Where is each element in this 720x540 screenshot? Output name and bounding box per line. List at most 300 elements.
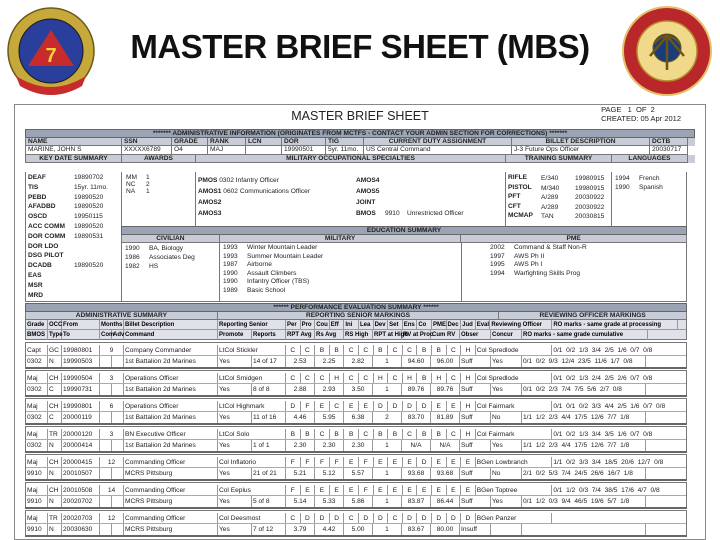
perf-ro-cum: 0/1 0/2 9/3 12/4 23/5 11/6 1/7 0/8: [522, 356, 646, 367]
language-year: 1994: [615, 175, 630, 182]
perf-months: 9: [100, 345, 124, 355]
created-date: 05 Apr 2012: [640, 114, 681, 123]
perf-billet: Commanding Officer: [124, 513, 218, 523]
training-score: M/340: [541, 184, 560, 192]
perf-obser: Suff: [460, 356, 491, 367]
ro-markings-header: REVIEWING OFFICER MARKINGS: [499, 312, 687, 320]
languages-header: LANGUAGES: [612, 155, 688, 163]
training-score: TAN: [541, 213, 554, 221]
perf-mark: E: [301, 485, 316, 495]
page-number: 1: [627, 105, 632, 114]
perf-blank: [112, 412, 124, 423]
perf-col-header: Adv: [113, 332, 125, 338]
military-course: Winter Mountain Leader: [247, 244, 318, 251]
perf-mark: C: [315, 373, 330, 383]
perf-billet: Operations Officer: [124, 401, 218, 411]
perf-type: C: [48, 384, 62, 395]
perf-mark: E: [344, 485, 359, 495]
bmos-label: BMOS: [356, 210, 376, 217]
perf-mark: D: [359, 513, 374, 523]
perf-row-line-1: [26, 485, 686, 496]
perf-obser: Suff: [460, 468, 491, 479]
table-row: [25, 426, 687, 453]
billet-header: BILLET DESCRIPTION: [512, 138, 650, 146]
pme-year: 2002: [490, 244, 505, 251]
training-name: CFT: [508, 202, 521, 210]
perf-rpt-avg: 5.21: [286, 468, 315, 479]
perf-occ: CH: [48, 373, 62, 383]
civilian-year: 1986: [125, 254, 140, 261]
perf-rs-high: 5.57: [344, 468, 373, 479]
language-year: 1990: [615, 184, 630, 191]
perf-rs-high: 5.86: [344, 496, 373, 507]
key-date-label: PEBD: [28, 193, 47, 201]
perf-mark: C: [301, 373, 316, 383]
perf-mark: C: [403, 345, 418, 355]
training-score: A/289: [541, 203, 559, 211]
perf-grade: Maj: [26, 485, 48, 495]
rank-value: MAJ: [208, 146, 246, 155]
civilian-edu-row: [125, 244, 195, 253]
key-date-summary: [25, 172, 122, 302]
perf-promote: Yes: [218, 468, 252, 479]
perf-cum-rv: 81.89: [431, 412, 460, 423]
perf-rpt-high: 1: [373, 468, 402, 479]
perf-mark: E: [344, 401, 359, 411]
sheet-name: MASTER BRIEF SHEET: [291, 109, 429, 123]
perf-rs: Col Deesmost: [218, 513, 286, 523]
training-score: A/289: [541, 194, 559, 202]
military-year: 1989: [223, 286, 238, 294]
perf-mark: C: [388, 373, 403, 383]
pmos-code: 0302: [219, 177, 234, 184]
perf-mark: C: [388, 345, 403, 355]
admin-summary-header: ADMINISTRATIVE SUMMARY: [26, 312, 218, 320]
perf-header-line-2: [26, 330, 686, 340]
slide-title: MASTER BRIEF SHEET (MBS): [130, 28, 590, 65]
perf-col-header: Billet Description: [124, 320, 218, 329]
perf-mark: D: [447, 513, 462, 523]
rank-header: RANK: [208, 138, 246, 146]
perf-col-header: Reports: [252, 330, 286, 340]
perf-rs-avg: 5.95: [315, 412, 344, 423]
perf-from: 19990504: [62, 373, 100, 383]
key-date-label: EAS: [28, 271, 42, 279]
perf-rpt-avg: 2.53: [286, 356, 315, 367]
perf-from: 20010508: [62, 485, 100, 495]
perf-rs-high: 2.30: [344, 440, 373, 451]
perf-months: 6: [100, 401, 124, 411]
perf-rs-avg: 5.33: [315, 496, 344, 507]
perf-reports: 8 of 8: [252, 384, 286, 395]
key-date-label: DOR LDO: [28, 242, 59, 250]
perf-mark: D: [403, 513, 418, 523]
perf-blank: [100, 496, 112, 507]
perf-col-header: RV at Proc: [403, 332, 434, 338]
perf-ro: Col Spredlode: [476, 345, 553, 355]
perf-mark: D: [417, 401, 432, 411]
perf-from: 20000415: [62, 457, 100, 467]
perf-type: N: [48, 356, 62, 367]
performance-section-row: [25, 312, 687, 320]
amos1-desc: Communications Officer: [239, 188, 311, 195]
perf-command: MCRS Pittsburg: [124, 496, 218, 507]
perf-row-line-1: [26, 373, 686, 384]
key-date-label: ACC COMM: [28, 222, 65, 230]
perf-to: 20000119: [62, 412, 100, 423]
perf-mark: E: [432, 485, 447, 495]
perf-mark: F: [301, 401, 316, 411]
perf-type: C: [48, 412, 62, 423]
key-date-label: OSCD: [28, 213, 48, 221]
perf-bmos: 9910: [26, 496, 48, 507]
perf-bmos: 0302: [26, 356, 48, 367]
training-date: 19980915: [575, 184, 605, 192]
pme-course: AWS Ph II: [514, 252, 545, 260]
perf-ro: Col Fairmark: [476, 401, 553, 411]
perf-mark: C: [286, 373, 301, 383]
perf-blank: [112, 356, 124, 367]
amos1-code: 0602: [223, 188, 238, 195]
perf-obser: Suff: [460, 384, 491, 395]
perf-rv-proc: 93.68: [402, 468, 431, 479]
perf-mark: C: [315, 429, 330, 439]
perf-blank: [100, 440, 112, 451]
perf-type: N: [48, 440, 62, 451]
military-edu-row: [223, 253, 323, 262]
perf-obser: Suff: [460, 496, 491, 507]
perf-command: 1st Battalion 2d Marines: [124, 440, 218, 451]
perf-mark: H: [330, 373, 345, 383]
amos4-label: AMOS4: [356, 177, 380, 184]
perf-billet: Company Commander: [124, 345, 218, 355]
perf-mark: H: [374, 373, 389, 383]
key-date-label: DSG PILOT: [28, 252, 64, 260]
languages-summary: [611, 172, 687, 227]
perf-mark: E: [461, 485, 476, 495]
perf-months: 12: [100, 513, 124, 523]
perf-promote: Yes: [218, 440, 252, 451]
perf-concur: Yes: [491, 440, 522, 451]
perf-rv-proc: 89.76: [402, 384, 431, 395]
perf-row-line-2: [26, 412, 686, 423]
military-course: Infantry Officer (TBS): [247, 278, 310, 286]
perf-mark: B: [286, 429, 301, 439]
perf-mark: D: [374, 401, 389, 411]
military-edu-row: [223, 287, 323, 296]
perf-reports: 7 of 12: [252, 524, 286, 535]
civilian-year: 1990: [125, 245, 140, 252]
military-edu-row: [223, 261, 323, 270]
perf-col-header: Lea: [359, 320, 374, 329]
performance-column-headers: [25, 320, 687, 340]
perf-rs: Col Eeplus: [218, 485, 286, 495]
perf-mark: C: [403, 429, 418, 439]
perf-rs-avg: 5.12: [315, 468, 344, 479]
perf-mark: D: [403, 401, 418, 411]
perf-ro-cum: 1/1 1/2 2/3 4/4 17/5 12/6 7/7 1/8: [522, 412, 646, 423]
key-date-label: MRD: [28, 291, 44, 299]
perf-mark: C: [330, 401, 345, 411]
perf-grade: Maj: [26, 373, 48, 383]
perf-ro-marks: 0/1 0/2 1/3 3/4 3/5 1/6 0/7 0/8: [553, 431, 653, 438]
perf-mark: E: [432, 457, 447, 467]
perf-blank: [112, 524, 124, 535]
key-date-value: 19950115: [74, 213, 103, 221]
perf-concur: Yes: [491, 384, 522, 395]
perf-mark: B: [432, 345, 447, 355]
perf-col-header: RO marks - same grade cumulative: [522, 330, 648, 340]
military-course: Summer Mountain Leader: [247, 252, 324, 260]
page-label: PAGE: [601, 105, 622, 114]
award-code: NA: [126, 188, 136, 195]
perf-mark: D: [432, 513, 447, 523]
perf-ro-marks: [552, 513, 676, 523]
perf-concur: Yes: [491, 356, 522, 367]
award-count: 2: [146, 181, 150, 188]
education-bar: EDUCATION SUMMARY: [121, 226, 687, 235]
page-count: 2: [650, 105, 655, 114]
perf-col-header: OCC: [49, 322, 63, 328]
perf-concur: Yes: [491, 496, 522, 507]
perf-col-header: Type: [49, 332, 63, 338]
perf-billet: Commanding Officer: [124, 485, 218, 495]
training-row: [508, 203, 604, 213]
perf-mark: C: [344, 513, 359, 523]
perf-col-header: Rs Avg: [315, 330, 344, 340]
perf-promote: Yes: [218, 356, 252, 367]
perf-blank: [100, 384, 112, 395]
perf-grade: Maj: [26, 513, 48, 523]
perf-cum-rv: 93.68: [431, 468, 460, 479]
perf-rpt-high: 1: [373, 384, 402, 395]
perf-from: 19990801: [62, 401, 100, 411]
pme-year: 1997: [490, 252, 505, 260]
key-date-value: [74, 281, 108, 291]
bmos-code: 9910: [384, 210, 400, 217]
military-year: 1993: [223, 244, 238, 251]
training-date: 20030922: [575, 194, 605, 202]
perf-mark: H: [461, 401, 476, 411]
civilian-header: CIVILIAN: [122, 235, 220, 243]
perf-col-header: Eff: [330, 320, 345, 329]
pme-course: AWS Ph I: [514, 261, 543, 269]
key-date-label: TIS: [28, 183, 39, 191]
perf-mark: C: [359, 429, 374, 439]
training-header: TRAINING SUMMARY: [506, 155, 612, 163]
perf-rs: Col Inflatorio: [218, 457, 286, 467]
pmos-desc: Infantry Officer: [235, 177, 279, 184]
perf-row-line-1: [26, 513, 686, 524]
perf-months: 12: [100, 457, 124, 467]
perf-rs-avg: 2.25: [315, 356, 344, 367]
perf-blank: [100, 524, 112, 535]
perf-grade: Capt: [26, 345, 48, 355]
perf-months: 14: [100, 485, 124, 495]
perf-mark: B: [315, 345, 330, 355]
military-course: Airborne: [247, 261, 272, 269]
perf-mark: D: [374, 513, 389, 523]
key-date-value: 15yr. 11mo.: [74, 183, 108, 191]
perf-col-header: Jud: [461, 320, 476, 329]
pme-education: [461, 243, 687, 302]
perf-mark: F: [286, 457, 301, 467]
military-course: Assault Climbers: [247, 269, 297, 277]
military-edu-row: [223, 278, 323, 287]
perf-col-header: Reviewing Officer: [490, 320, 552, 329]
perf-mark: C: [286, 513, 301, 523]
perf-mark: E: [315, 485, 330, 495]
grade-header: GRADE: [172, 138, 208, 146]
perf-mark: D: [417, 457, 432, 467]
name-header: NAME: [26, 138, 122, 146]
perf-blank: [112, 496, 124, 507]
perf-mark: E: [330, 485, 345, 495]
perf-bmos: 9910: [26, 524, 48, 535]
table-row: [25, 398, 687, 425]
perf-row-line-2: [26, 496, 686, 507]
perf-occ: CH: [48, 485, 62, 495]
perf-mark: E: [315, 401, 330, 411]
perf-ro-marks: 0/1 0/2 1/3 2/4 2/5 2/6 0/7 0/8: [553, 375, 653, 382]
awards-header: AWARDS: [122, 155, 196, 163]
perf-row-line-2: [26, 384, 686, 395]
perf-col-header: Grade: [26, 320, 48, 329]
key-date-value: 19890702: [74, 174, 104, 181]
table-row: [25, 454, 687, 481]
training-score: E/340: [541, 175, 559, 182]
perf-col-header: Pro: [301, 320, 316, 329]
perf-mark: F: [359, 457, 374, 467]
perf-cum-rv: 80.00: [431, 524, 460, 535]
perf-occ: TR: [48, 429, 62, 439]
amos1-label: AMOS1: [198, 188, 222, 195]
perf-rs-high: 3.50: [344, 384, 373, 395]
pme-edu-row: [490, 253, 587, 262]
table-row: [25, 510, 687, 537]
perf-obser: Insuff: [460, 524, 491, 535]
military-education: [219, 243, 462, 302]
civilian-degree: BA, Biology: [149, 245, 184, 252]
perf-col-header: To: [62, 330, 100, 340]
training-name: MCMAP: [508, 212, 533, 220]
perf-cum-rv: N/A: [431, 440, 460, 451]
perf-mark: C: [344, 373, 359, 383]
amos2-label: AMOS2: [198, 199, 222, 206]
svg-text:7: 7: [45, 45, 57, 67]
perf-reports: 11 of 16: [252, 412, 286, 423]
perf-rpt-high: 1: [373, 524, 402, 535]
perf-mark: E: [359, 401, 374, 411]
perf-col-header: Ens: [403, 320, 418, 329]
summary-header-row: [25, 155, 695, 163]
civilian-edu-row: [125, 262, 195, 271]
perf-mark: C: [301, 345, 316, 355]
perf-mark: H: [461, 373, 476, 383]
perf-rs: LtCol Stickler: [218, 345, 286, 355]
ssn-header: SSN: [122, 138, 172, 146]
perf-mark: C: [447, 373, 462, 383]
awards-summary: [121, 172, 196, 227]
perf-mark: E: [447, 401, 462, 411]
perf-rpt-high: 1: [373, 440, 402, 451]
perf-from: 19980801: [62, 345, 100, 355]
perf-mark: E: [461, 457, 476, 467]
perf-ro-marks: 0/1 0/1 0/2 3/3 4/4 2/5 1/6 0/7 0/8: [553, 403, 666, 410]
perf-rs-high: 2.82: [344, 356, 373, 367]
admin-value-row: [25, 146, 695, 155]
perf-blank: [100, 412, 112, 423]
grade-value: O4: [172, 146, 208, 155]
military-year: 1987: [223, 261, 238, 269]
perf-rs-high: 5.00: [344, 524, 373, 535]
perf-col-header: Months: [101, 322, 123, 328]
perf-mark: B: [374, 429, 389, 439]
perf-ro-cum: 0/1 1/2 0/3 9/4 46/5 19/6 5/7 1/8: [522, 496, 646, 507]
language-row: [615, 183, 663, 192]
perf-mark: F: [301, 457, 316, 467]
perf-bmos: 0302: [26, 384, 48, 395]
perf-mark: D: [461, 513, 476, 523]
perf-mark: C: [447, 429, 462, 439]
perf-concur: No: [491, 412, 522, 423]
perf-col-header: Ini: [344, 320, 359, 329]
perf-row-line-1: [26, 457, 686, 468]
name-value: MARINE, JOHN S: [26, 146, 122, 155]
perf-cum-rv: 89.76: [431, 384, 460, 395]
perf-col-header: Concur: [491, 330, 522, 340]
department-seal-icon: [622, 6, 712, 96]
perf-mark: B: [417, 373, 432, 383]
perf-col-header: PME: [432, 322, 446, 328]
perf-grade: Maj: [26, 457, 48, 467]
perf-mark: E: [403, 485, 418, 495]
perf-blank: [100, 356, 112, 367]
key-date-header: KEY DATE SUMMARY: [26, 155, 122, 163]
perf-cum-rv: 86.44: [431, 496, 460, 507]
perf-rs: LtCol Smidgen: [218, 373, 286, 383]
training-row: [508, 174, 604, 184]
perf-rpt-avg: 5.14: [286, 496, 315, 507]
table-row: [25, 370, 687, 397]
perf-rs-avg: 4.42: [315, 524, 344, 535]
perf-col-header: Com: [101, 332, 115, 338]
perf-months: 3: [100, 429, 124, 439]
perf-col-header: RPT Avg: [286, 330, 315, 340]
lcn-header: LCN: [246, 138, 282, 146]
perf-rv-proc: N/A: [402, 440, 431, 451]
perf-mark: B: [330, 345, 345, 355]
perf-col-header: RPT at High: [374, 332, 408, 338]
perf-mark: E: [374, 457, 389, 467]
duty-header: CURRENT DUTY ASSIGNMENT: [364, 138, 512, 146]
perf-row-line-1: [26, 401, 686, 412]
pmos-label: PMOS: [198, 177, 218, 184]
admin-header-row: [25, 138, 695, 146]
dor-value: 19990501: [282, 146, 326, 155]
perf-ro-cum: 2/1 0/2 5/3 7/4 24/5 26/6 16/7 1/8: [522, 468, 646, 479]
performance-rows: [25, 342, 687, 538]
perf-col-header: Eval: [476, 322, 490, 328]
award-code: NC: [126, 181, 136, 188]
key-date-value: 19890520: [74, 262, 104, 270]
language-row: [615, 174, 663, 183]
perf-to: 20010507: [62, 468, 100, 479]
performance-bar: ****** PERFORMANCE EVALUATION SUMMARY ******: [25, 303, 687, 312]
perf-mark: F: [286, 485, 301, 495]
military-edu-row: [223, 244, 323, 253]
perf-mark: D: [286, 401, 301, 411]
